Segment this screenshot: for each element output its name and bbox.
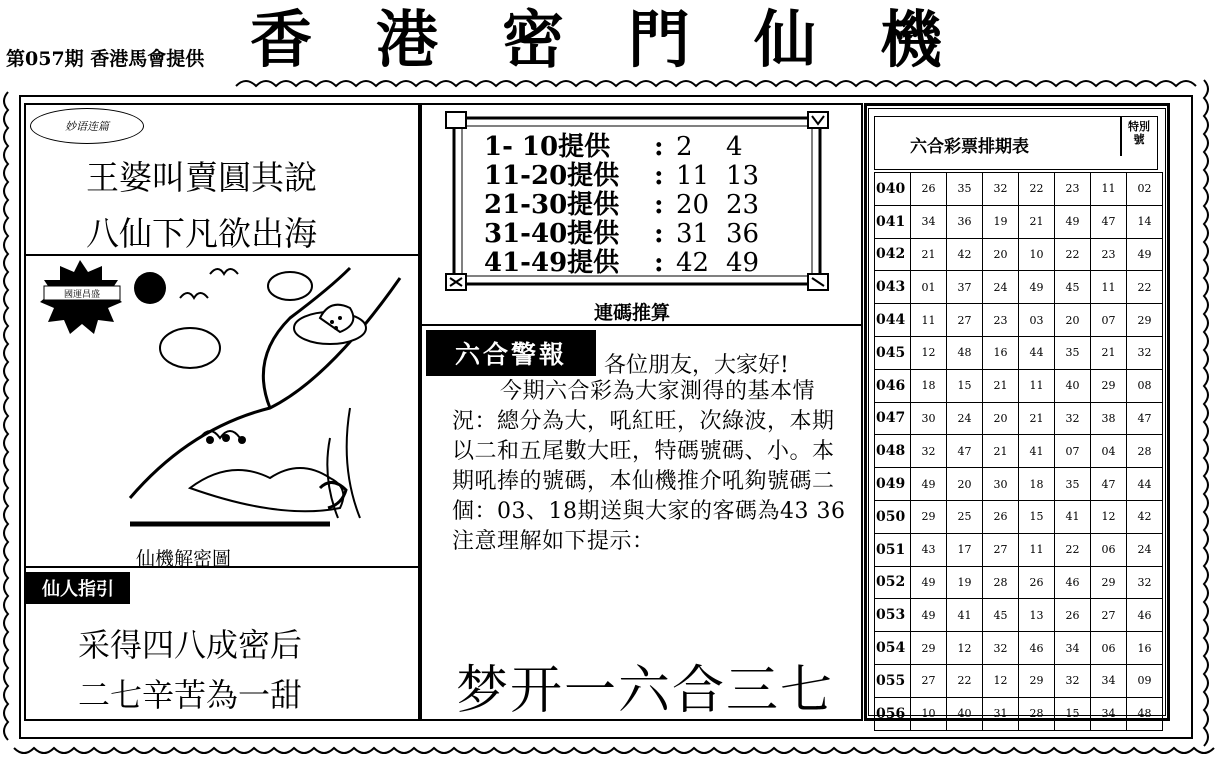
number-cell: 15: [1055, 697, 1091, 730]
number-cell: 34: [1091, 664, 1127, 697]
number-cell: 27: [1091, 599, 1127, 632]
special-number-cell: 28: [1127, 435, 1163, 468]
special-number-cell: 46: [1127, 599, 1163, 632]
number-cell: 26: [983, 500, 1019, 533]
number-cell: 12: [947, 632, 983, 665]
number-cell: 46: [1055, 566, 1091, 599]
page-title: 香港密門仙機: [250, 3, 1007, 76]
number-cell: 41: [947, 599, 983, 632]
range-colon: :: [654, 248, 664, 278]
number-cell: 07: [1091, 304, 1127, 337]
period-cell: 044: [875, 304, 911, 337]
number-cell: 49: [911, 468, 947, 501]
number-cell: 23: [1091, 238, 1127, 271]
range-row: [484, 133, 776, 162]
period-cell: 047: [875, 402, 911, 435]
divider: [1120, 116, 1122, 156]
number-cell: 10: [1019, 238, 1055, 271]
number-cell: 12: [1091, 500, 1127, 533]
number-cell: 49: [1055, 205, 1091, 238]
number-cell: 19: [983, 205, 1019, 238]
number-cell: 29: [1019, 664, 1055, 697]
number-cell: 23: [1055, 173, 1091, 206]
range-row: [484, 162, 776, 191]
number-cell: 21: [1019, 205, 1055, 238]
table-row: [875, 238, 1163, 271]
number-cell: 31: [983, 697, 1019, 730]
number-cell: 20: [947, 468, 983, 501]
number-cell: 12: [911, 336, 947, 369]
number-cell: 11: [1091, 173, 1127, 206]
number-cell: 47: [1091, 468, 1127, 501]
number-cell: 47: [1091, 205, 1127, 238]
table-row: [875, 205, 1163, 238]
number-cell: 27: [911, 664, 947, 697]
number-cell: 04: [1091, 435, 1127, 468]
number-cell: 48: [947, 336, 983, 369]
table-row: [875, 435, 1163, 468]
number-cell: 26: [1019, 566, 1055, 599]
number-cell: 06: [1091, 533, 1127, 566]
special-number-cell: 02: [1127, 173, 1163, 206]
number-cell: 20: [1055, 304, 1091, 337]
period-cell: 053: [875, 599, 911, 632]
number-cell: 49: [1019, 271, 1055, 304]
table-row: [875, 632, 1163, 665]
special-number-cell: 29: [1127, 304, 1163, 337]
special-number-cell: 44: [1127, 468, 1163, 501]
number-cell: 32: [983, 173, 1019, 206]
number-cell: 28: [1019, 697, 1055, 730]
table-row: [875, 533, 1163, 566]
range-label: 21-30提供: [484, 190, 620, 220]
number-cell: 46: [1019, 632, 1055, 665]
number-cell: 43: [911, 533, 947, 566]
number-cell: 21: [983, 435, 1019, 468]
number-cell: 16: [983, 336, 1019, 369]
number-cell: 34: [911, 205, 947, 238]
number-cell: 41: [1055, 500, 1091, 533]
period-cell: 051: [875, 533, 911, 566]
period-cell: 052: [875, 566, 911, 599]
period-cell: 046: [875, 369, 911, 402]
issue-number: 第057期 香港馬會提供: [6, 48, 205, 70]
number-cell: 21: [911, 238, 947, 271]
special-number-cell: 14: [1127, 205, 1163, 238]
special-number-cell: 32: [1127, 336, 1163, 369]
period-cell: 040: [875, 173, 911, 206]
table-row: [875, 500, 1163, 533]
number-cell: 49: [911, 566, 947, 599]
number-cell: 34: [1091, 697, 1127, 730]
number-cell: 26: [1055, 599, 1091, 632]
period-cell: 043: [875, 271, 911, 304]
range-label: 11-20提供: [484, 161, 620, 191]
number-cell: 22: [1019, 173, 1055, 206]
range-colon: :: [654, 190, 664, 220]
table-row: [875, 566, 1163, 599]
special-number-cell: 22: [1127, 271, 1163, 304]
period-cell: 056: [875, 697, 911, 730]
fairy-illustration: [30, 258, 416, 540]
number-cell: 29: [911, 500, 947, 533]
range-value: 36: [726, 219, 760, 249]
number-cell: 11: [1019, 369, 1055, 402]
poem-line: 八仙下凡欲出海: [86, 214, 317, 253]
number-cell: 21: [983, 369, 1019, 402]
series-tag: 妙语连篇: [30, 108, 144, 144]
period-cell: 048: [875, 435, 911, 468]
special-number-cell: 48: [1127, 697, 1163, 730]
number-cell: 25: [947, 500, 983, 533]
number-cell: 29: [911, 632, 947, 665]
range-value: 42: [676, 248, 710, 278]
number-cell: 35: [947, 173, 983, 206]
special-number-cell: 24: [1127, 533, 1163, 566]
table-row: [875, 664, 1163, 697]
number-cell: 17: [947, 533, 983, 566]
number-cell: 11: [1091, 271, 1127, 304]
range-value: 2: [676, 132, 693, 162]
number-cell: 29: [1091, 566, 1127, 599]
image-caption: 仙機解密圖: [136, 548, 232, 570]
period-cell: 042: [875, 238, 911, 271]
range-label: 1- 10提供: [484, 132, 611, 162]
table-row: [875, 697, 1163, 730]
number-cell: 07: [1055, 435, 1091, 468]
number-cell: 21: [1019, 402, 1055, 435]
number-cell: 45: [1055, 271, 1091, 304]
number-cell: 18: [911, 369, 947, 402]
calc-label: 連碼推算: [594, 302, 671, 324]
table-row: [875, 304, 1163, 337]
number-cell: 36: [947, 205, 983, 238]
number-cell: 15: [947, 369, 983, 402]
number-cell: 24: [983, 271, 1019, 304]
number-cell: 27: [983, 533, 1019, 566]
number-cell: 32: [911, 435, 947, 468]
number-cell: 15: [1019, 500, 1055, 533]
table-row: [875, 468, 1163, 501]
guide-verse: [78, 620, 302, 720]
special-number-cell: 09: [1127, 664, 1163, 697]
number-cell: 22: [1055, 238, 1091, 271]
number-cell: 35: [1055, 336, 1091, 369]
number-cell: 32: [1055, 664, 1091, 697]
period-cell: 045: [875, 336, 911, 369]
number-cell: 03: [1019, 304, 1055, 337]
number-cell: 32: [983, 632, 1019, 665]
table-row: [875, 402, 1163, 435]
number-cell: 30: [983, 468, 1019, 501]
number-cell: 40: [1055, 369, 1091, 402]
number-cell: 27: [947, 304, 983, 337]
guide-line: 二七辛苦為一甜: [78, 676, 303, 714]
table-row: [875, 173, 1163, 206]
range-row: [484, 220, 776, 249]
range-label: 41-49提供: [484, 248, 620, 278]
number-cell: 40: [947, 697, 983, 730]
number-cell: 49: [911, 599, 947, 632]
special-number-cell: 08: [1127, 369, 1163, 402]
range-colon: :: [654, 132, 664, 162]
number-cell: 01: [911, 271, 947, 304]
special-number-cell: 47: [1127, 402, 1163, 435]
period-cell: 055: [875, 664, 911, 697]
range-value: 23: [726, 190, 760, 220]
period-cell: 050: [875, 500, 911, 533]
range-value: 31: [676, 219, 710, 249]
number-cell: 37: [947, 271, 983, 304]
range-colon: :: [654, 161, 664, 191]
number-cell: 32: [1055, 402, 1091, 435]
guide-label: 仙人指引: [26, 572, 130, 604]
number-cell: 11: [1019, 533, 1055, 566]
range-row: [484, 249, 776, 278]
range-value: 49: [726, 248, 760, 278]
guide-line: 采得四八成密后: [78, 626, 303, 664]
number-cell: 20: [983, 238, 1019, 271]
number-cell: 28: [983, 566, 1019, 599]
report-text: 今期六合彩為大家測得的基本情況：總分為大，吼紅旺，次綠波，本期以二和五尾數大旺，特碼號碼、小。本期吼捧的號碼，本仙機推介吼夠號碼二個：03、18期送與大家的客碼為43 36注意理解如下提示：: [452, 379, 846, 554]
range-list: [484, 133, 776, 278]
table-row: [875, 599, 1163, 632]
table-row: [875, 271, 1163, 304]
number-cell: 12: [983, 664, 1019, 697]
number-cell: 42: [947, 238, 983, 271]
badge-label: 國運昌盛: [63, 290, 101, 300]
range-value: 20: [676, 190, 710, 220]
number-cell: 41: [1019, 435, 1055, 468]
period-cell: 049: [875, 468, 911, 501]
period-cell: 054: [875, 632, 911, 665]
number-cell: 20: [983, 402, 1019, 435]
greeting: 各位朋友，大家好!: [604, 353, 789, 378]
schedule-table: [874, 172, 1163, 731]
table-row: [875, 369, 1163, 402]
number-cell: 23: [983, 304, 1019, 337]
range-value: 11: [676, 161, 710, 191]
number-cell: 21: [1091, 336, 1127, 369]
table-row: [875, 336, 1163, 369]
number-cell: 34: [1055, 632, 1091, 665]
range-value: 4: [726, 132, 743, 162]
number-cell: 18: [1019, 468, 1055, 501]
range-label: 31-40提供: [484, 219, 620, 249]
schedule-title: 六合彩票排期表: [910, 137, 1029, 157]
number-cell: 26: [911, 173, 947, 206]
number-cell: 06: [1091, 632, 1127, 665]
number-cell: 38: [1091, 402, 1127, 435]
range-row: [484, 191, 776, 220]
number-cell: 11: [911, 304, 947, 337]
special-number-cell: 49: [1127, 238, 1163, 271]
number-cell: 45: [983, 599, 1019, 632]
poem: [86, 150, 317, 262]
number-cell: 29: [1091, 369, 1127, 402]
range-colon: :: [654, 219, 664, 249]
alert-label: 六合警報: [426, 330, 596, 376]
moon-icon: [134, 272, 166, 304]
number-cell: 22: [947, 664, 983, 697]
number-cell: 44: [1019, 336, 1055, 369]
special-number-cell: 42: [1127, 500, 1163, 533]
number-cell: 10: [911, 697, 947, 730]
dream-hint: 梦开一六合三七: [456, 661, 835, 721]
period-cell: 041: [875, 205, 911, 238]
number-cell: 30: [911, 402, 947, 435]
special-number-label: 特別號: [1128, 120, 1150, 146]
number-cell: 35: [1055, 468, 1091, 501]
special-number-cell: 32: [1127, 566, 1163, 599]
special-number-cell: 16: [1127, 632, 1163, 665]
number-cell: 19: [947, 566, 983, 599]
poem-line: 王婆叫賣圓其說: [86, 158, 317, 197]
number-cell: 13: [1019, 599, 1055, 632]
range-value: 13: [726, 161, 760, 191]
number-cell: 47: [947, 435, 983, 468]
number-cell: 24: [947, 402, 983, 435]
number-cell: 22: [1055, 533, 1091, 566]
